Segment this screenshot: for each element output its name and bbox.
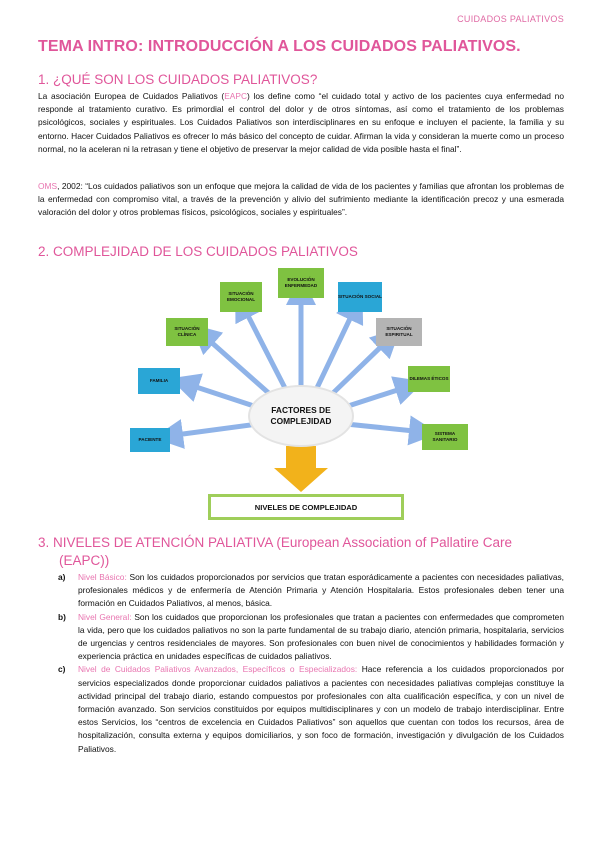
running-header: CUIDADOS PALIATIVOS [457,14,564,24]
oms-acronym: OMS [38,181,58,191]
niveles-complejidad-box: NIVELES DE COMPLEJIDAD [208,494,404,520]
care-levels-list [58,571,564,756]
eapc-definition-paragraph [38,90,564,156]
section-3-heading-line2: (EAPC)) [59,553,110,568]
arrow-familia [184,383,260,408]
list-term: Nivel de Cuidados Paliativos Avanzados, Específicos o Especializados: [78,664,358,675]
complexity-factors-diagram [120,268,480,530]
factor-situacion-emocional: SITUACIÓN EMOCIONAL [220,282,262,312]
list-term: Nivel General: [78,611,132,622]
page-title: TEMA INTRO: INTRODUCCIÓN A LOS CUIDADOS PALIATIVOS. [38,38,521,55]
arrow-eticos [342,386,410,408]
factor-paciente: PACIENTE [130,428,170,452]
list-item [58,663,564,755]
factor-situacion-clinica: SITUACIÓN CLÍNICA [166,318,208,346]
list-item [58,571,564,611]
list-marker: a) [58,572,66,582]
list-marker: b) [58,611,66,622]
factor-situacion-espiritual: SITUACIÓN ESPIRITUAL [376,318,422,346]
factor-sistema-sanitario: SISTEMA SANITARIO [422,424,468,450]
list-term: Nivel Básico: [78,572,127,582]
arrow-paciente [168,424,258,436]
eapc-definition-text-rest: ) los define como “el cuidado total y activo de los pacientes cuya enfermedad no responde al tratamiento curativo. Es primordial el control del dolor y de otros síntomas, así como el tratamiento de los problemas psicológicos, sociales y espirituales. Los Cuidados Paliativos son interdisciplinares en su enfoque e incluyen el paciente, la familia y su entorno. Hacer Cuidados Paliativos es ofrecer lo más básico del concepto de cuidar. Afirman la vida y consideran la muerte como un proceso normal, no la aceleran ni la retrasan y tiene el objetivo de preservar la mejor calidad de vida posible hasta el final”. [38,91,564,154]
list-text: Son los cuidados que proporcionan los profesionales que tratan a pacientes con enfermedades que comprometen la vida, pero que los cuidados paliativos no son la parte fundamental de su trabajo diario, atención primaria, hospitalaria, servicios de urgencias y centros residenciales de mayores. Son profesionales con buen nivel de conocimientos y habilidades formación y experiencia práctica en unidades específicas de cuidados paliativos. [78,611,564,662]
list-text: Hace referencia a los cuidados proporcionados por servicios especializados donde proporcionar cuidados paliativos a pacientes con necesidades paliativas complejas constituye la actividad principal del trabajo diario, estando compuestos por profesionales con alta cualificación específica, y con un nivel de formación avanzado. Son servicios constituidos por equipos multidisciplinares y con un modelo de trabajo interdisciplinar. Entre estos Servicios, los “centros de excelencia en Cuidados Paliativos” son aquellos que cuentan con todos los recursos, área de hospitalización, consulta externa y equipos domiciliarios, y son foco de formación, investigación y divulgación de los Cuidados Paliativos. [78,664,564,754]
factor-familia: FAMILIA [138,368,180,394]
oms-definition-text: , 2002: “Los cuidados paliativos son un enfoque que mejora la calidad de vida de los pacientes y familias que afrontan los problemas de la enfermedad con compromiso vital, a través de la prevención y alivio del sufrimiento mediante la identificación precoz y una esmerada valoración del dolor y otros problemas físicos, psicológicos, sociales y espirituales”. [38,181,564,218]
oms-definition-paragraph [38,180,564,220]
section-2-heading: 2. COMPLEJIDAD DE LOS CUIDADOS PALIATIVOS [38,244,358,259]
factores-complejidad-center: FACTORES DE COMPLEJIDAD [248,385,354,447]
factor-evolucion-enfermedad: EVOLUCIÓN ENFERMEDAD [278,268,324,298]
section-1-heading: 1. ¿QUÉ SON LOS CUIDADOS PALIATIVOS? [38,72,318,87]
eapc-definition-text-start: La asociación Europea de Cuidados Paliativos ( [38,91,225,101]
section-3-heading [38,534,564,570]
section-3-heading-line1: 3. NIVELES DE ATENCIÓN PALIATIVA (European Association of Pallatire Care [38,535,512,550]
eapc-acronym: EAPC [224,91,248,101]
list-text: Son los cuidados proporcionados por servicios que tratan esporádicamente a pacientes con necesidades paliativas, profesionales médicos y de enfermería de Atención Primaria y Atención Hospitalaria. Estos profesionales deben tener una formación en Cuidados Paliativos, al menos, básica. [78,572,564,609]
factor-dilemas-eticos: DILEMAS ÉTICOS [408,366,450,392]
list-item [58,611,564,664]
list-marker: c) [58,664,66,675]
down-arrow [274,446,328,492]
arrow-sanitario [346,424,424,432]
factor-situacion-social: SITUACIÓN SOCIAL [338,282,382,312]
